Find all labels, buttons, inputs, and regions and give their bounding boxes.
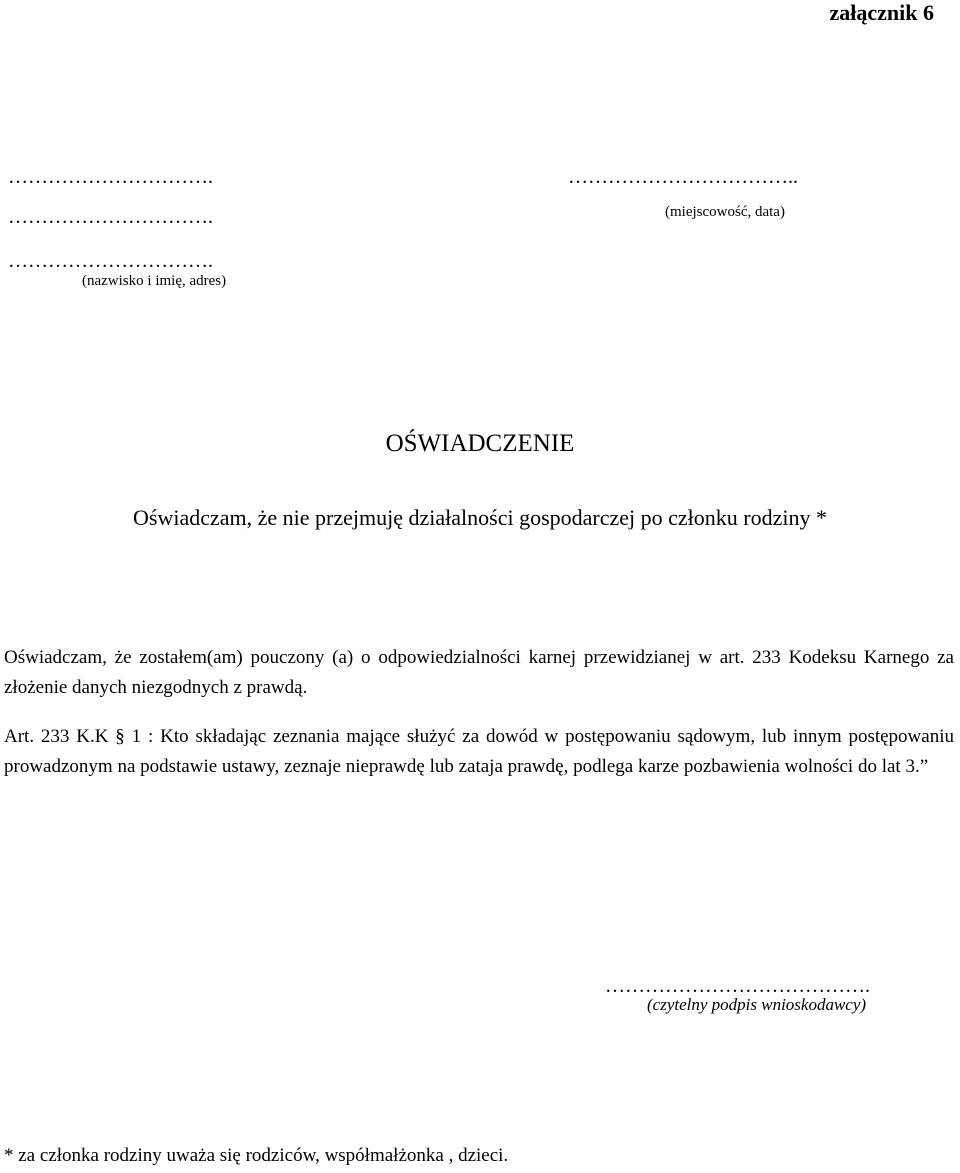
attachment-label: załącznik 6 — [829, 0, 934, 25]
place-date-line: …………………………….. — [568, 166, 798, 188]
name-address-line-2: …………………………. — [8, 206, 213, 228]
signature-line: …………………………………. — [605, 975, 870, 997]
name-address-caption: (nazwisko i imię, adres) — [82, 273, 227, 289]
place-date-caption: (miejscowość, data) — [665, 204, 785, 220]
document-title: OŚWIADCZENIE — [385, 430, 575, 457]
name-address-line-3: …………………………. — [8, 250, 213, 272]
signature-caption: (czytelny podpis wnioskodawcy) — [647, 995, 867, 1014]
footnote: * za członka rodziny uważa się rodziców, współmałżonka , dzieci. — [4, 1145, 509, 1166]
business-takeover-declaration: Oświadczam, że nie przejmuję działalności gospodarczej po członku rodziny * — [133, 505, 827, 530]
name-address-line-1: …………………………. — [8, 166, 213, 188]
criminal-liability-declaration: Oświadczam, że zostałem(am) pouczony (a) o odpowiedzialności karnej przewidzianej w art. 233 Kodeksu Karnego za złożenie danych niezgodnych z prawdą. — [4, 647, 954, 698]
article-233-text: Art. 233 K.K § 1 : Kto składając zeznania mające służyć za dowód w postępowaniu sądowym, lub innym postępowaniu prowadzonym na podstawie ustawy, zeznaje nieprawdę lub zataja prawdę, podlega karze pozbawienia wolności do lat 3.” — [4, 726, 954, 777]
